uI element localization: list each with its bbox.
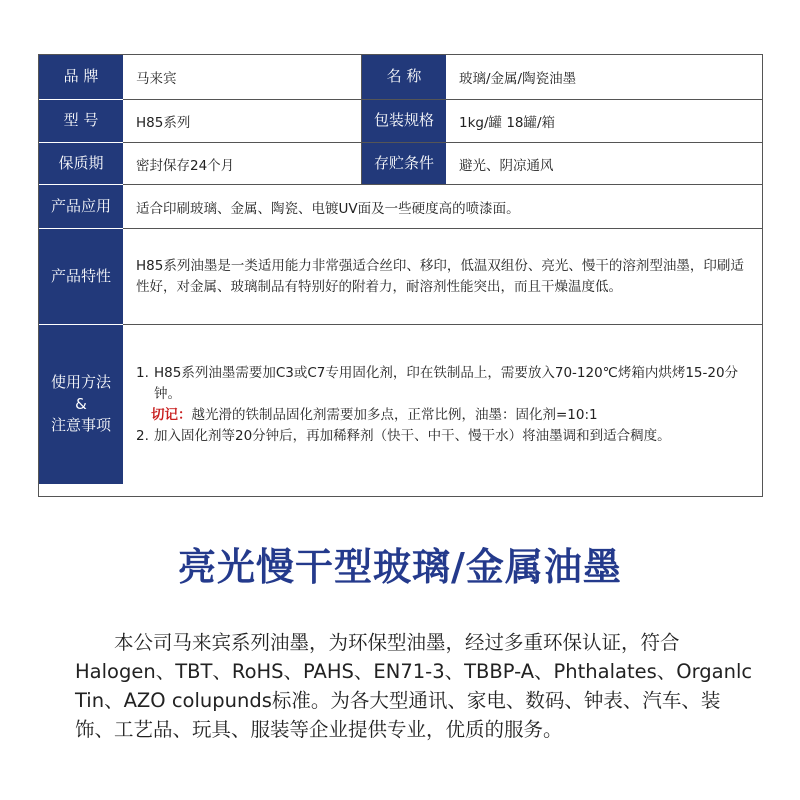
- storage-value: 避光、阴凉通风: [459, 157, 554, 174]
- package-label: 包装规格: [362, 100, 446, 142]
- package-value: 1kg/罐 18罐/箱: [459, 115, 556, 131]
- model-value: H85系列: [123, 100, 362, 142]
- application-label: 产品应用: [39, 185, 123, 229]
- usage-item-text: H85系列油墨需要加C3或C7专用固化剂，印在铁制品上，需要放入70-120℃烤箱内烘烤15-20分钟。: [154, 364, 739, 402]
- brand-label: 品 牌: [39, 55, 123, 100]
- warning-line: [136, 405, 750, 426]
- usage-label-line-3: 注意事项: [50, 416, 111, 435]
- features-label: 产品特性: [39, 229, 123, 325]
- storage-label: 存贮条件: [362, 143, 446, 184]
- warning-label: 切记：: [151, 406, 192, 423]
- intro-paragraph: 本公司马来宾系列油墨，为环保型油墨，经过多重环保认证，符合Halogen、TBT、RoHS、PAHS、EN71-3、TBBP-A、Phthalates、Organlc Tin、AZO colupunds标准。为各大型通讯、家电、数码、钟表、汽车、装饰、工艺品、玩具、服装等企业提供专业，优质的服务。: [75, 631, 753, 741]
- name-value: 玻璃/金属/陶瓷油墨: [459, 71, 577, 87]
- name-label: 名 称: [362, 55, 446, 99]
- usage-value: [123, 325, 762, 484]
- model-label: 型 号: [39, 100, 123, 143]
- usage-item-text: 加入固化剂等20分钟后，再加稀释剂（快干、中干、慢干水）将油墨调和到适合稠度。: [154, 427, 671, 444]
- model-package-row: [123, 100, 762, 143]
- brand-name-row: [123, 55, 762, 100]
- shelf-life-value: 密封保存24个月: [123, 143, 362, 184]
- usage-item-2: [136, 426, 750, 447]
- shelf-storage-row: [123, 143, 762, 185]
- usage-label-line-1: 使用方法: [50, 372, 111, 391]
- brand-value: 马来宾: [123, 55, 362, 99]
- application-value: 适合印刷玻璃、金属、陶瓷、电镀UV面及一些硬度高的喷漆面。: [123, 185, 762, 229]
- usage-item-number: 2.: [136, 427, 149, 444]
- shelf-life-label: 保质期: [39, 143, 123, 185]
- usage-item-number: 1.: [136, 364, 149, 381]
- features-value: H85系列油墨是一类适用能力非常强适合丝印、移印，低温双组份、亮光、慢干的溶剂型油墨，印刷适性好，对金属、玻璃制品有特别好的附着力，耐溶剂性能突出，而且干燥温度低。: [123, 229, 762, 325]
- headline: 亮光慢干型玻璃/金属油墨: [178, 545, 622, 589]
- usage-label: [39, 325, 123, 484]
- usage-item-1: [136, 363, 750, 405]
- warning-text: 越光滑的铁制品固化剂需要加多点，正常比例，油墨：固化剂=10:1: [191, 406, 598, 423]
- usage-label-line-2: &: [75, 394, 87, 413]
- spec-table: [38, 54, 763, 497]
